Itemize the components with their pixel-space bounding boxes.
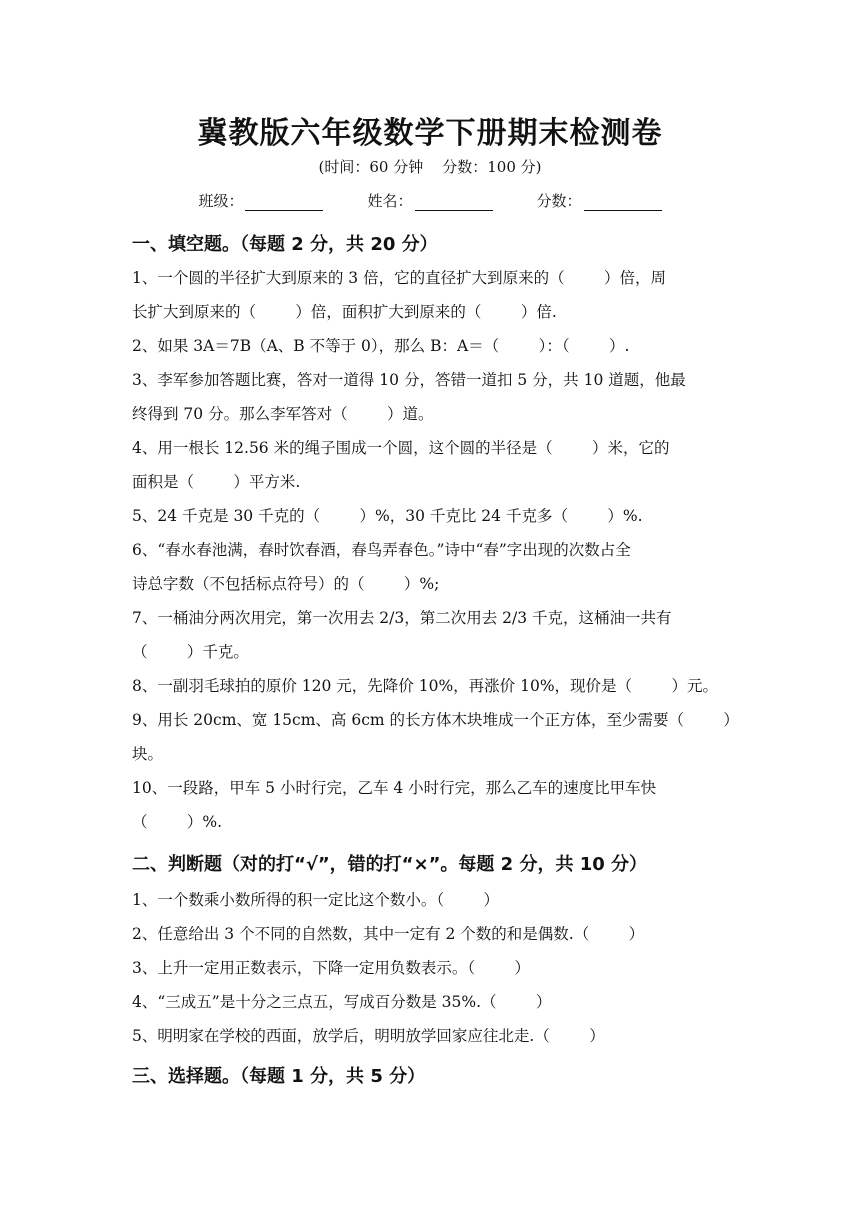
question-line: 面积是（ ）平方米. [132, 473, 301, 491]
score-label: 分数： [536, 192, 582, 210]
question-line: 9、用长 20cm、宽 15cm、高 6cm 的长方体木块堆成一个正方体，至少需要（ ） [132, 711, 739, 729]
student-info-row [0, 190, 860, 211]
question-line: 3、上升一定用正数表示，下降一定用负数表示。（ ） [132, 959, 531, 977]
question-line: 7、一桶油分两次用完，第一次用去 2/3，第二次用去 2/3 千克，这桶油一共有 [132, 609, 672, 627]
score-blank [584, 194, 662, 211]
question-line: 2、如果 3A＝7B（A、B 不等于 0），那么 B：A＝（ ）：（ ）. [132, 337, 630, 355]
section-fill-in-heading: 一、填空题。（每题 2 分，共 20 分） [132, 234, 438, 255]
question-line: 5、明明家在学校的西面，放学后，明明放学回家应往北走.（ ） [132, 1027, 605, 1045]
question-line: 5、24 千克是 30 千克的（ ）%，30 千克比 24 千克多（ ）%. [132, 507, 643, 525]
score-field [537, 190, 662, 211]
section-true-false-heading: 二、判断题（对的打“√”，错的打“×”。每题 2 分，共 10 分） [132, 854, 648, 875]
question-line: 8、一副羽毛球拍的原价 120 元，先降价 10%，再涨价 10%，现价是（ ）元。 [132, 677, 718, 695]
question-line: 10、一段路，甲车 5 小时行完，乙车 4 小时行完，那么乙车的速度比甲车快 [132, 779, 657, 797]
class-label: 班级： [198, 192, 244, 210]
question-line: 3、李军参加答题比赛，答对一道得 10 分，答错一道扣 5 分，共 10 道题，他最 [132, 371, 686, 389]
name-label: 姓名： [367, 192, 413, 210]
question-line: （ ）千克。 [132, 643, 249, 661]
exam-subtitle: (时间：60 分钟 分数：100 分) [318, 158, 542, 176]
question-line: 长扩大到原来的（ ）倍，面积扩大到原来的（ ）倍. [132, 303, 557, 321]
question-line: 4、用一根长 12.56 米的绳子围成一个圆，这个圆的半径是（ ）米，它的 [132, 439, 670, 457]
exam-title: 冀教版六年级数学下册期末检测卷 [197, 116, 663, 151]
question-line: 1、一个数乘小数所得的积一定比这个数小。（ ） [132, 891, 500, 909]
question-line: （ ）%. [132, 813, 223, 831]
question-line: 4、“三成五”是十分之三点五，写成百分数是 35%.（ ） [132, 993, 552, 1011]
question-line: 诗总字数（不包括标点符号）的（ ）%; [132, 575, 440, 593]
question-line: 2、任意给出 3 个不同的自然数，其中一定有 2 个数的和是偶数.（ ） [132, 925, 645, 943]
class-blank [245, 194, 323, 211]
name-blank [415, 194, 493, 211]
section-multiple-choice-heading: 三、选择题。（每题 1 分，共 5 分） [132, 1066, 426, 1087]
name-field [367, 190, 492, 211]
question-line: 块。 [132, 745, 164, 763]
question-line: 1、一个圆的半径扩大到原来的 3 倍，它的直径扩大到原来的（ ）倍，周 [132, 269, 666, 287]
question-line: 终得到 70 分。那么李军答对（ ）道。 [132, 405, 434, 423]
question-line: 6、“春水春池满，春时饮春酒，春鸟弄春色。”诗中“春”字出现的次数占全 [132, 541, 631, 559]
class-field [198, 190, 323, 211]
